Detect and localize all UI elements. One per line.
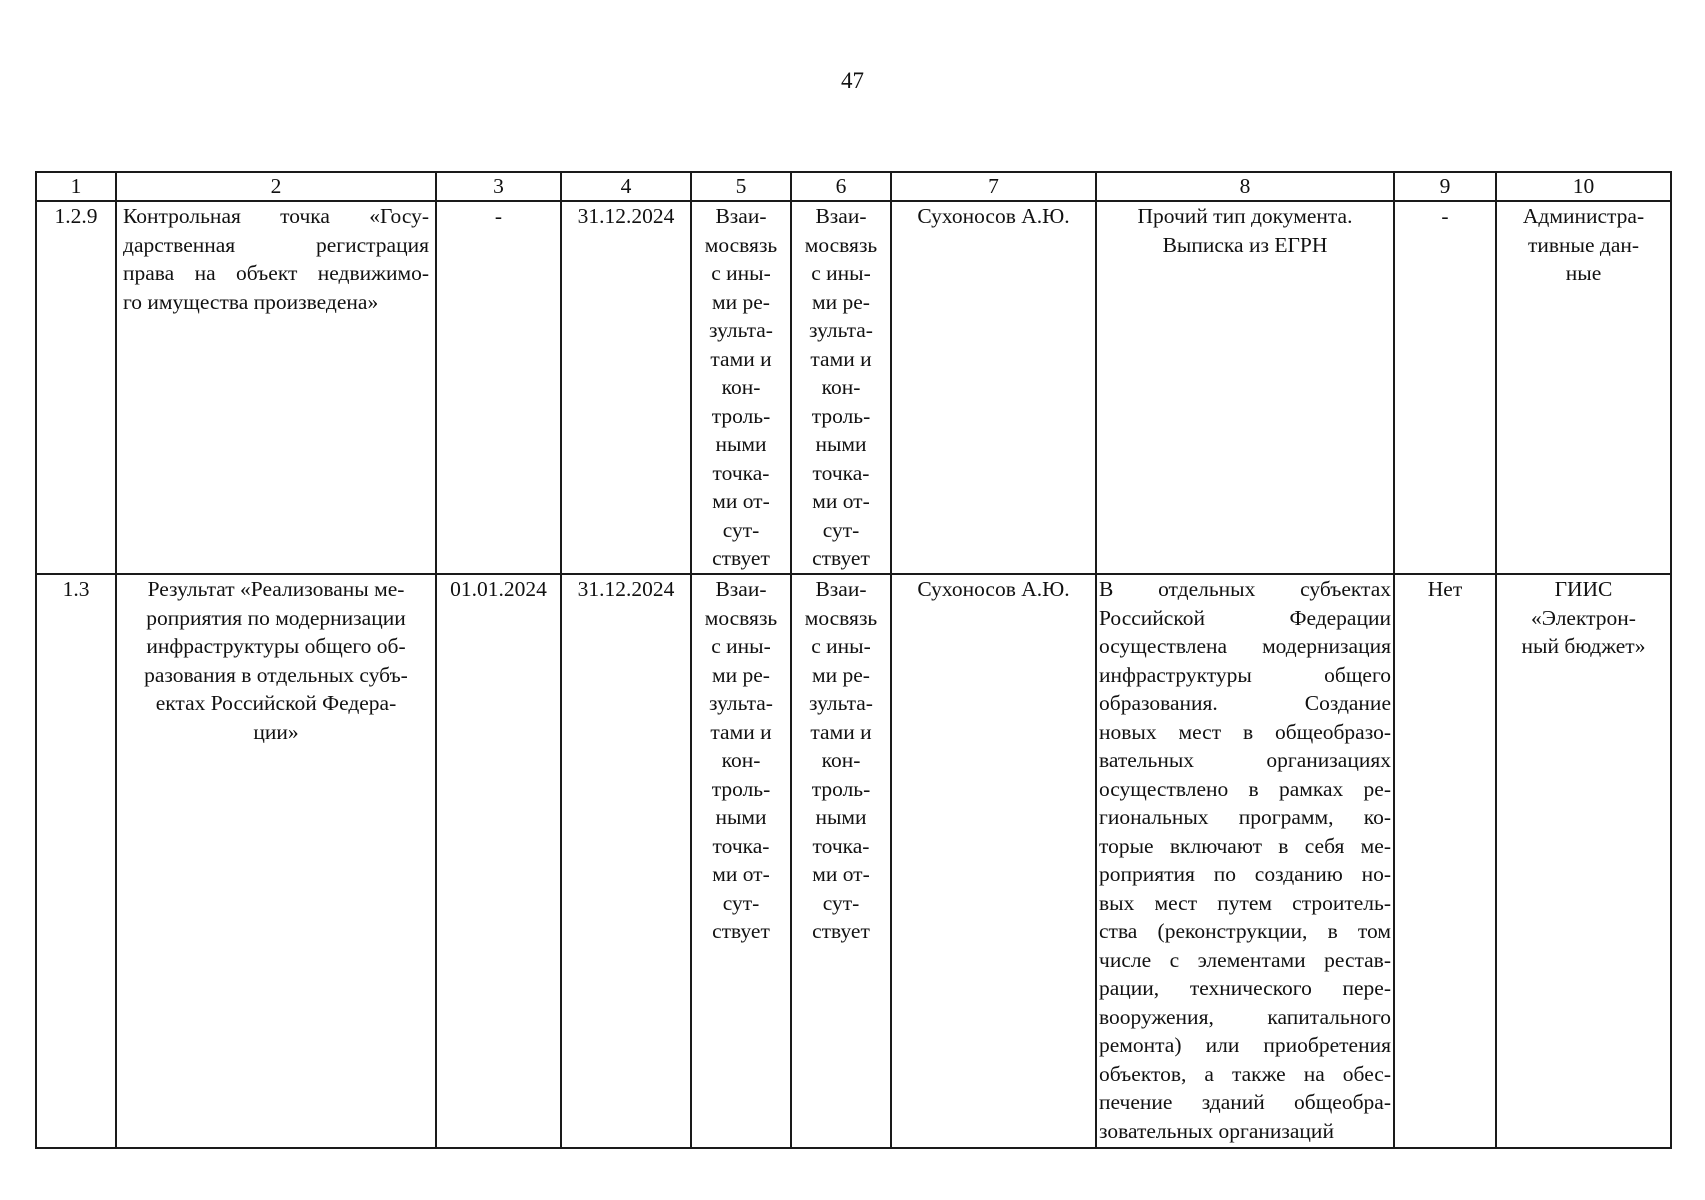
relation-line: мосвязь: [704, 605, 778, 630]
relation-line: зульта-: [809, 691, 873, 715]
relation-cell: [691, 201, 791, 574]
relation-line: Взаи-: [815, 204, 867, 228]
document-type-line: объектов, а также на обес-: [1099, 1061, 1391, 1086]
relation-line: кон-: [721, 748, 761, 772]
relation-line: ми от-: [812, 489, 870, 513]
row-name-line: инфраструктуры общего об-: [146, 634, 406, 658]
row-name-line: права на объект недвижимо-: [123, 261, 429, 285]
relation-cell: [791, 574, 891, 1148]
relation-line: ми от-: [712, 489, 770, 513]
responsible-person: Сухоносов А.Ю.: [891, 574, 1096, 1148]
column-header: 4: [561, 172, 691, 201]
row-number: 1.2.9: [36, 201, 116, 574]
relation-line: Взаи-: [715, 204, 767, 228]
page-number: 47: [841, 68, 864, 93]
row-name: [116, 574, 436, 1148]
document-type-line: вых мест путем строитель-: [1099, 890, 1391, 915]
relation-line: ствует: [712, 919, 770, 943]
row-name-line: роприятия по модернизации: [146, 605, 406, 630]
relation-line: Взаи-: [715, 577, 767, 601]
relation-line: точка-: [812, 833, 870, 858]
document-type-line: Российской Федерации: [1099, 605, 1391, 630]
column-header: 2: [116, 172, 436, 201]
document-type-line: печение зданий общеобра-: [1099, 1090, 1391, 1114]
row-name: [116, 201, 436, 574]
relation-line: ствует: [712, 546, 770, 570]
document-type-line: Выписка из ЕГРН: [1162, 232, 1328, 257]
table-row: [36, 201, 1671, 574]
info-source-line: ГИИС: [1554, 577, 1613, 601]
start-date: 01.01.2024: [436, 574, 561, 1148]
column-header: 9: [1394, 172, 1496, 201]
document-type-line: числе с элементами рестав-: [1099, 947, 1391, 972]
relation-line: точка-: [712, 460, 770, 485]
relation-line: сут-: [822, 890, 860, 915]
relation-line: зульта-: [709, 691, 773, 715]
column-header: 10: [1496, 172, 1671, 201]
relation-line: сут-: [722, 890, 760, 915]
relation-cell: [791, 201, 891, 574]
row-name-line: дарственная регистрация: [123, 232, 429, 257]
document-type-line: новых мест в общеобразо-: [1099, 719, 1391, 744]
row-name-line: Контрольная точка «Госу-: [123, 204, 429, 228]
info-source-line: Администра-: [1522, 204, 1645, 228]
relation-line: тами и: [810, 719, 872, 744]
document-type-line: зовательных организаций: [1099, 1118, 1334, 1143]
relation-line: Взаи-: [815, 577, 867, 601]
relation-line: с ины-: [711, 261, 771, 285]
document-type-line: образования. Создание: [1099, 691, 1391, 715]
document-type: [1096, 201, 1394, 574]
document-type-line: осуществлена модернизация: [1099, 634, 1391, 658]
end-date: 31.12.2024: [561, 201, 691, 574]
table-header-row: [36, 172, 1671, 201]
document-table: [35, 171, 1672, 1149]
column-header: 8: [1096, 172, 1394, 201]
document-type-line: инфраструктуры общего: [1099, 662, 1391, 687]
document-type: [1096, 574, 1394, 1148]
relation-line: троль-: [711, 403, 771, 428]
relation-line: кон-: [821, 375, 861, 399]
responsible-person: Сухоносов А.Ю.: [891, 201, 1096, 574]
info-source-line: тивные дан-: [1527, 232, 1640, 257]
row-number: 1.3: [36, 574, 116, 1148]
relation-line: мосвязь: [704, 232, 778, 257]
relation-line: точка-: [812, 460, 870, 485]
relation-cell: [691, 574, 791, 1148]
relation-line: зульта-: [809, 318, 873, 342]
document-type-line: гиональных программ, ко-: [1099, 805, 1391, 829]
end-date: 31.12.2024: [561, 574, 691, 1148]
relation-line: с ины-: [811, 261, 871, 285]
relation-line: ми от-: [712, 862, 770, 886]
document-type-line: ства (реконструкции, в том: [1099, 919, 1391, 943]
relation-line: троль-: [811, 776, 871, 801]
relation-line: тами и: [810, 346, 872, 371]
relation-line: троль-: [711, 776, 771, 801]
column-header: 7: [891, 172, 1096, 201]
info-source: [1496, 201, 1671, 574]
col9-value: -: [1394, 201, 1496, 574]
relation-line: ными: [815, 805, 867, 829]
row-name-line: ции»: [253, 719, 299, 744]
relation-line: с ины-: [711, 634, 771, 658]
relation-line: ными: [815, 432, 867, 456]
document-type-line: В отдельных субъектах: [1099, 577, 1391, 601]
table-row: [36, 574, 1671, 1148]
row-name-line: ектах Российской Федера-: [155, 691, 397, 715]
relation-line: кон-: [821, 748, 861, 772]
document-type-line: ремонта) или приобретения: [1099, 1033, 1391, 1057]
relation-line: тами и: [710, 346, 772, 371]
relation-line: мосвязь: [804, 232, 878, 257]
column-header: 6: [791, 172, 891, 201]
start-date: -: [436, 201, 561, 574]
relation-line: ми ре-: [712, 662, 770, 687]
relation-line: ми ре-: [812, 662, 870, 687]
relation-line: тами и: [710, 719, 772, 744]
relation-line: сут-: [722, 517, 760, 542]
document-type-line: роприятия по созданию но-: [1099, 862, 1391, 886]
info-source-line: ные: [1565, 261, 1602, 285]
relation-line: ными: [715, 432, 767, 456]
info-source-line: ный бюджет»: [1521, 634, 1646, 658]
document-type-line: Прочий тип документа.: [1137, 204, 1353, 228]
column-header: 1: [36, 172, 116, 201]
relation-line: точка-: [712, 833, 770, 858]
relation-line: ными: [715, 805, 767, 829]
row-name-line: го имущества произведена»: [123, 289, 379, 314]
info-source-line: «Электрон-: [1531, 605, 1636, 630]
relation-line: ствует: [812, 546, 870, 570]
relation-line: ми ре-: [712, 289, 770, 314]
relation-line: ми ре-: [812, 289, 870, 314]
document-type-line: вательных организациях: [1099, 748, 1391, 772]
row-name-line: Результат «Реализованы ме-: [147, 577, 405, 601]
relation-line: ствует: [812, 919, 870, 943]
relation-line: троль-: [811, 403, 871, 428]
col9-value: Нет: [1394, 574, 1496, 1148]
row-name-line: разования в отдельных субъ-: [144, 662, 408, 687]
column-header: 5: [691, 172, 791, 201]
column-header: 3: [436, 172, 561, 201]
relation-line: мосвязь: [804, 605, 878, 630]
relation-line: сут-: [822, 517, 860, 542]
relation-line: кон-: [721, 375, 761, 399]
relation-line: с ины-: [811, 634, 871, 658]
document-type-line: торые включают в себя ме-: [1099, 833, 1391, 858]
relation-line: зульта-: [709, 318, 773, 342]
document-type-line: вооружения, капитального: [1099, 1004, 1391, 1029]
document-type-line: рации, технического пере-: [1099, 976, 1391, 1000]
relation-line: ми от-: [812, 862, 870, 886]
info-source: [1496, 574, 1671, 1148]
document-type-line: осуществлено в рамках ре-: [1099, 776, 1391, 801]
